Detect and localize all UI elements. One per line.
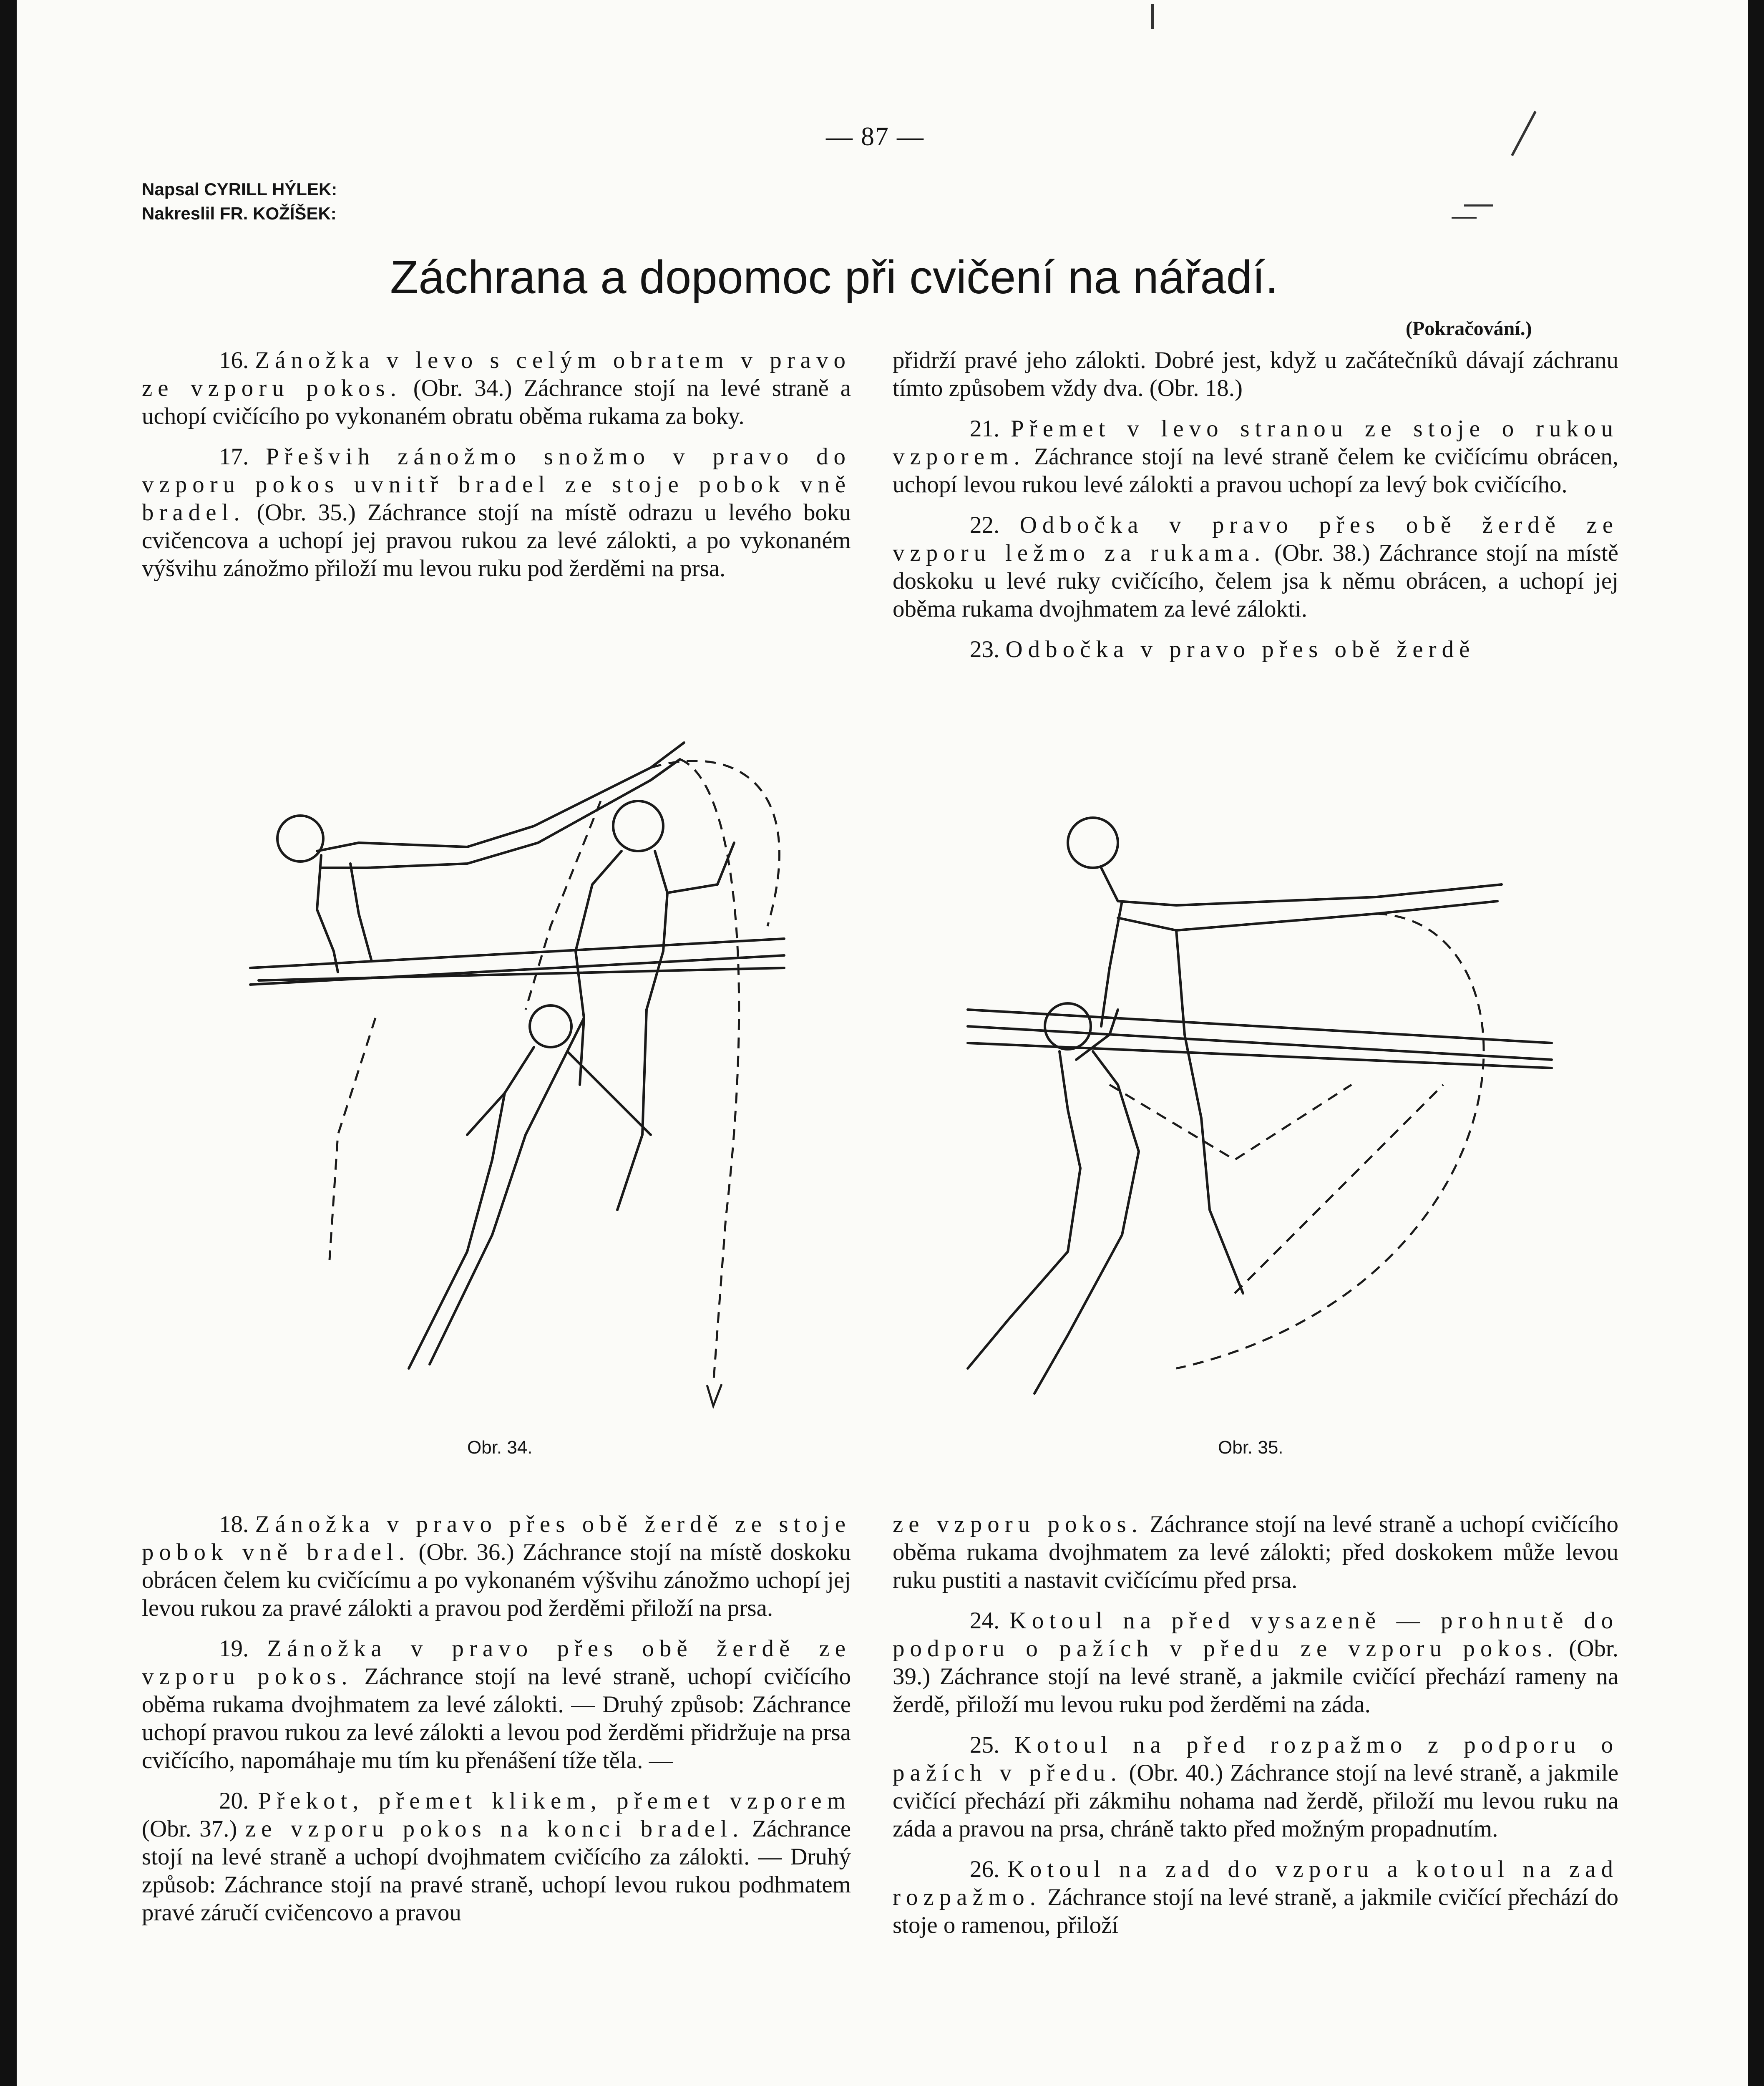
paragraph-26: 26. Kotoul na zad do vzporu a kotoul na zad rozpažmo. Záchrance stojí na levé straně, a jakmile cvičící přechází do stoje o ramenou, přiloží [893,1856,1618,1938]
top-right-column [893,346,1618,676]
figure-35-caption: Obr. 35. [1218,1437,1283,1458]
scan-mark [1464,204,1493,207]
continuation-note: (Pokračování.) [1406,317,1532,340]
paragraph-18: 18. Zánožka v pravo přes obě žerdě ze stoje pobok vně bradel. (Obr. 36.) Záchrance stojí na místě doskoku obrácen čelem ku cvičícímu a po vykonaném výšvihu zánožmo uchopí jej levou rukou za pravé zálokti a pravou pod žerděmi přiloží na prsa. [142,1511,851,1621]
top-left-column [142,346,851,595]
paragraph-23: 23. Odbočka v pravo přes obě žerdě [970,636,1475,663]
paragraph-19: 19. Zánožka v pravo přes obě žerdě ze vzporu pokos. Záchrance stojí na levé straně, uchopí cvičícího oběma rukama dvojhmatem za levé zálokti. — Druhý způsob: Záchrance uchopí pravou rukou za levé zálokti a levou pod žerděmi přidržuje na prsa cvičícího, napomáhaje mu tím ku přenášení tíže těla. — [142,1635,851,1774]
document-page [17,0,1748,2086]
scan-mark [1452,217,1477,219]
paragraph-carry-23: ze vzporu pokos. Záchrance stojí na levé straně a uchopí cvičícího oběma rukama dvojhmatem za levé zálokti; před doskokem může levou ruku pustiti a nastavit cvičícímu před prsa. [893,1511,1618,1593]
scan-mark [1511,111,1537,156]
credits [142,177,337,226]
paragraph-20: 20. Překot, přemet klikem, přemet vzporem (Obr. 37.) ze vzporu pokos na konci bradel. Záchrance stojí na levé straně a uchopí dvojhmatem cvičícího za zálokti. — Druhý způsob: Záchrance stojí na pravé straně, uchopí levou rukou podhmatem pravé záručí cvičencovo a pravou [142,1788,851,1926]
paragraph-16: 16. Zánožka v levo s celým obratem v pravo ze vzporu pokos. (Obr. 34.) Záchrance stojí na levé straně a uchopí cvičícího po vykonaném obratu oběma rukama za boky. [142,347,851,429]
figure-34-caption: Obr. 34. [467,1437,533,1458]
scan-mark [1151,4,1154,29]
figure-35-illustration [943,793,1568,1427]
paragraph-22: 22. Odbočka v pravo přes obě žerdě ze vzporu ležmo za rukama. (Obr. 38.) Záchrance stojí na místě doskoku u levé ruky cvičícího, čelem jsa k němu obrácen, a uchopí jej oběma rukama dvojhmatem za levé zálokti. [893,512,1618,622]
paragraph-24: 24. Kotoul na před vysazeně — prohnutě do podporu o pažích v předu ze vzporu pokos. (Obr. 39.) Záchrance stojí na levé straně, a jakmile cvičící přechází rameny na žerdě, přiloží mu levou ruku pod žerděmi na záda. [893,1607,1619,1718]
illustrator-credit: Nakreslil FR. KOŽÍŠEK: [142,204,337,223]
bottom-right-column [893,1510,1618,1952]
figure-34-illustration [234,718,818,1427]
paragraph-carry-20: přidrží pravé jeho zálokti. Dobré jest, když u začátečníků dávají záchranu tímto způsobem vždy dva. (Obr. 18.) [893,347,1618,401]
bottom-left-column [142,1510,851,1939]
article-title: Záchrana a dopomoc při cvičení na nářadí. [390,251,1278,303]
paragraph-21: 21. Přemet v levo stranou ze stoje o rukou vzporem. Záchrance stojí na levé straně čelem ke cvičícímu obrácen, uchopí levou rukou levé zálokti a pravou uchopí za levý bok cvičícího. [893,416,1618,498]
author-credit: Napsal CYRILL HÝLEK: [142,179,337,199]
paragraph-25: 25. Kotoul na před rozpažmo z podporu o pažích v předu. (Obr. 40.) Záchrance stojí na levé straně, a jakmile cvičící přechází při zákmihu nohama nad žerdě, přiloží mu levou ruku na záda a pravou na prsa, chráně takto před možným propadnutím. [893,1732,1619,1842]
page-number: — 87 — [826,121,924,151]
paragraph-17: 17. Přešvih zánožmo snožmo v pravo do vzporu pokos uvnitř bradel ze stoje pobok vně bradel. (Obr. 35.) Záchrance stojí na místě odrazu u levého boku cvičencova a uchopí jej pravou rukou za levé zálokti, a po vykonaném výšvihu zánožmo přiloží mu levou ruku pod žerděmi na prsa. [142,443,851,582]
